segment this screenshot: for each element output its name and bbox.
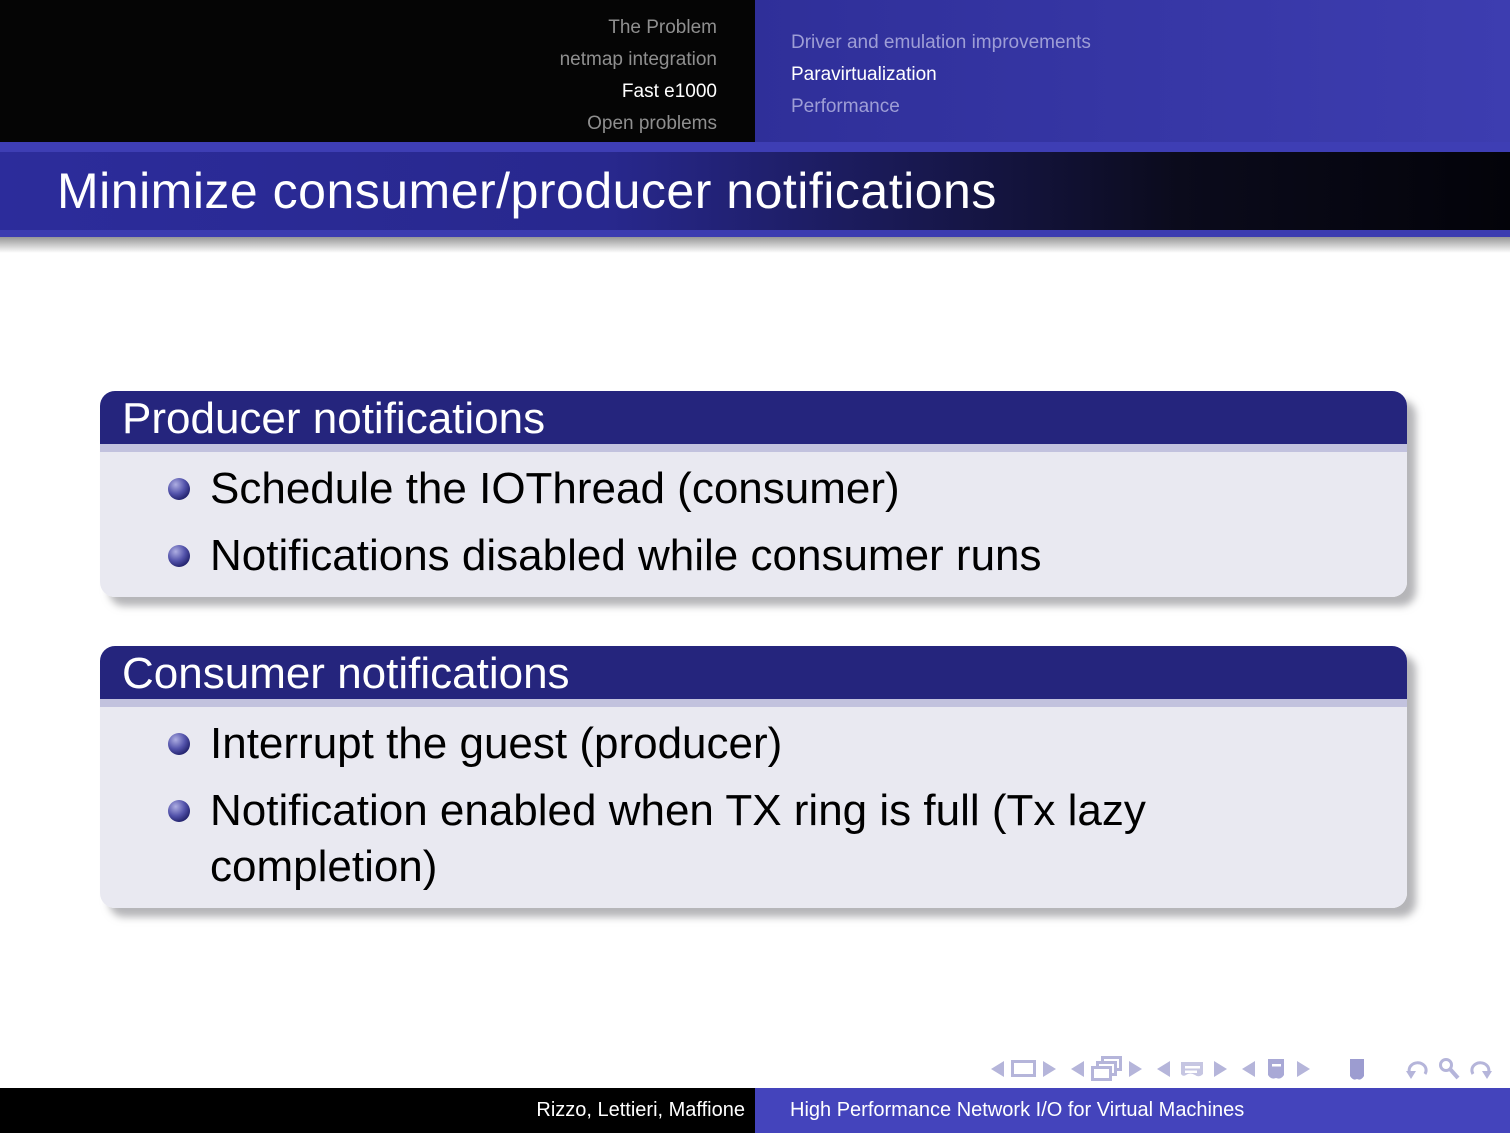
forward-icon[interactable] (1468, 1058, 1494, 1080)
block-body (100, 452, 1407, 597)
navigation-bar (976, 1056, 1494, 1081)
subsection-icon[interactable] (1262, 1057, 1290, 1081)
list-item (168, 461, 1367, 517)
next-section-icon[interactable] (1214, 1061, 1227, 1077)
subsection-link-paravirtualization[interactable]: Paravirtualization (791, 64, 937, 85)
prev-slide-icon[interactable] (991, 1061, 1004, 1077)
prev-frame-icon[interactable] (1071, 1061, 1084, 1077)
footer-presentation-title: High Performance Network I/O for Virtual Machines (755, 1088, 1510, 1133)
page-title: Minimize consumer/producer notifications (57, 163, 997, 219)
footer (0, 1088, 1510, 1133)
section-nav-group (1157, 1058, 1227, 1080)
next-slide-icon[interactable] (1043, 1061, 1056, 1077)
back-icon[interactable] (1404, 1058, 1430, 1080)
subsection-link-performance[interactable]: Performance (791, 96, 900, 117)
next-frame-icon[interactable] (1129, 1061, 1142, 1077)
list-item (168, 716, 1367, 772)
slide-nav-group (991, 1060, 1056, 1077)
section-link-the-problem[interactable]: The Problem (608, 17, 717, 38)
history-nav-group (1404, 1057, 1494, 1081)
title-bar-shadow (0, 237, 1510, 253)
consumer-notifications-block (100, 646, 1407, 908)
bullet-icon (168, 733, 190, 755)
next-subsection-icon[interactable] (1297, 1061, 1310, 1077)
list-item (168, 783, 1367, 895)
accent-line-bottom (0, 230, 1510, 237)
section-link-netmap-integration[interactable]: netmap integration (559, 49, 717, 70)
footer-authors: Rizzo, Lettieri, Maffione (0, 1088, 755, 1133)
block-title: Consumer notifications (100, 646, 1407, 699)
header-sections (0, 0, 755, 142)
section-link-fast-e1000[interactable]: Fast e1000 (621, 81, 717, 102)
prev-section-icon[interactable] (1157, 1061, 1170, 1077)
list-item-text: Notification enabled when TX ring is full (Tx lazy completion) (210, 786, 1146, 891)
list-item-text: Interrupt the guest (producer) (210, 719, 783, 768)
title-bar (0, 152, 1510, 230)
bullet-icon (168, 545, 190, 567)
frame-group-icon[interactable] (1091, 1056, 1122, 1081)
slide-content (0, 253, 1510, 1088)
accent-line-top (0, 142, 1510, 152)
block-separator (100, 444, 1407, 452)
block-title: Producer notifications (100, 391, 1407, 444)
header (0, 0, 1510, 142)
bullet-icon (168, 800, 190, 822)
slide-frame-icon[interactable] (1011, 1060, 1036, 1077)
producer-notifications-block (100, 391, 1407, 597)
block-body (100, 707, 1407, 908)
section-link-open-problems[interactable]: Open problems (587, 113, 717, 134)
block-separator (100, 699, 1407, 707)
list-item (168, 528, 1367, 584)
prev-subsection-icon[interactable] (1242, 1061, 1255, 1077)
frame-nav-group (1071, 1056, 1142, 1081)
appendix-icon[interactable] (1344, 1057, 1370, 1081)
section-icon[interactable] (1177, 1058, 1207, 1080)
list-item-text: Schedule the IOThread (consumer) (210, 464, 900, 513)
header-subsections (755, 0, 1510, 142)
subsection-link-driver-improvements[interactable]: Driver and emulation improvements (791, 32, 1091, 53)
subsection-nav-group (1242, 1057, 1310, 1081)
search-icon[interactable] (1437, 1057, 1461, 1081)
list-item-text: Notifications disabled while consumer runs (210, 531, 1042, 580)
bullet-icon (168, 478, 190, 500)
appendix-nav-group (1344, 1057, 1370, 1081)
